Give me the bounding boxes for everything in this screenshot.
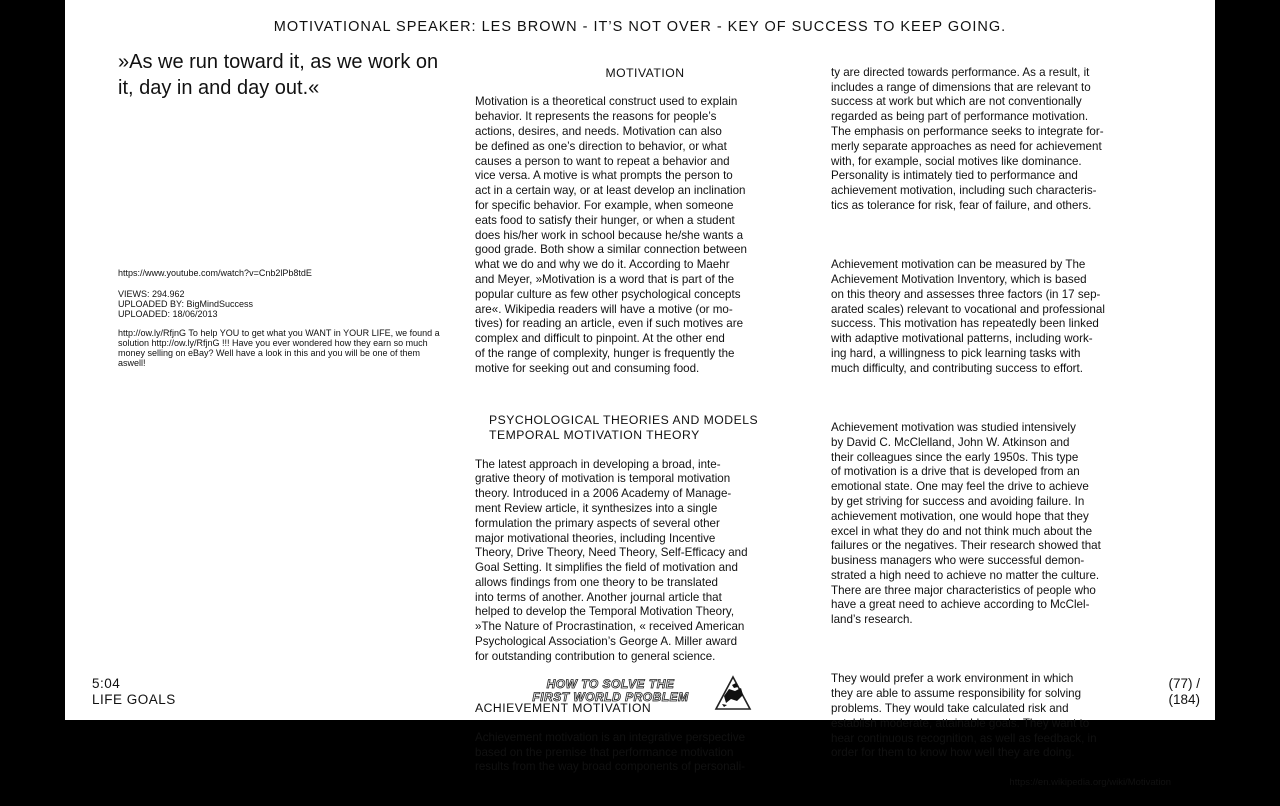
heading-motivation: MOTIVATION xyxy=(605,65,685,80)
pull-quote: »As we run toward it, as we work on it, day in and day out.« xyxy=(118,51,439,99)
paragraph-temporal: The latest approach in developing a broad, inte- grative theory of motivation is temporal motivation theory. Introduced in a 2006 Academy of Manage- ment Review article, it synthesizes into a single formulation the primary aspects of several other major motivational theories, including Incentive Theory, Drive Theory, Need Theory, Self-Efficacy and Goal Setting. It simplifies the field of motivation and allows findings from one theory to be translated into terms of another. Another journal article that helped to develop the Temporal Motivation Theory, »The Nature of Procrastination, « received American Psychological Association’s George A. Miller award for outstanding contribution to general science. xyxy=(475,457,748,663)
uploaded-by: UPLOADED BY: BigMindSuccess xyxy=(118,299,254,309)
text-column-2 xyxy=(831,51,1171,806)
section-label: LIFE GOALS xyxy=(92,691,176,707)
video-stats xyxy=(118,289,253,319)
source-link[interactable]: https://en.wikipedia.org/wiki/Motivation xyxy=(1009,777,1171,789)
upload-date: UPLOADED: 18/06/2013 xyxy=(118,309,218,319)
logo-line-2: FIRST WORLD PROBLEM xyxy=(532,690,689,704)
logo-line-1: HOW TO SOLVE THE xyxy=(546,677,675,691)
paragraph-personality: ty are directed towards performance. As a result, it includes a range of dimensions that are relevant to success at work but which are not conventionally regarded as being part of performance motivation. The emphasis on performance seeks to integrate for- merly separate approaches as need for achievement with, for example, social motives like dominance. Personality is intimately tied to performance and achievement motivation, including such characteris- tics as tolerance for risk, fear of failure, and others. xyxy=(831,65,1104,212)
video-description: http://ow.ly/RfjnG To help YOU to get what you WANT in YOUR LIFE, we found a solution http://ow.ly/RfjnG !!! Have you ever wondered how they earn so much money selling on eBay? Well have a look in this and you will be one of them aswell! xyxy=(118,328,440,368)
page-total: (184) xyxy=(1168,691,1200,707)
logo-text xyxy=(523,678,698,704)
views-count: VIEWS: 294.962 xyxy=(118,289,185,299)
footer-left xyxy=(92,676,176,707)
brand-logo xyxy=(523,676,763,710)
document-page xyxy=(65,0,1215,789)
heading-theories: PSYCHOLOGICAL THEORIES AND MODELS TEMPORAL MOTIVATION THEORY xyxy=(489,413,759,442)
heading-achievement: ACHIEVEMENT MOTIVATION xyxy=(475,701,652,716)
video-url[interactable]: https://www.youtube.com/watch?v=Cnb2lPb8tdE xyxy=(118,268,312,278)
page-title: MOTIVATIONAL SPEAKER: LES BROWN - IT’S NOT OVER - KEY OF SUCCESS TO KEEP GOING. xyxy=(273,19,1007,35)
page-counter xyxy=(1168,676,1200,707)
paragraph-motivation: Motivation is a theoretical construct used to explain behavior. It represents the reasons for people’s actions, desires, and needs. Motivation can also be defined as one’s direction to behavior, or what causes a person to want to repeat a behavior and vice versa. A motive is what prompts the person to act in a certain way, or at least develop an inclination for specific behavior. For example, when someone eats food to satisfy their hunger, or when a student does his/her work in school because he/she wants a good grade. Both show a similar connection between what we do and why we do it. According to Maehr and Meyer, »Motivation is a word that is part of the popular culture as few other psychological concepts are«. Wikipedia readers will have a motive (or mo- tives) for reading an article, even if such motives are complex and difficult to pinpoint. At the other end of the range of complexity, hunger is frequently the motive for seeking out and consuming food. xyxy=(475,95,747,375)
paragraph-characteristics: They would prefer a work environment in which they are able to assume responsibility for solving problems. They would take calculated risk and establish moderate, attainable goals. They want to hear continuous recognition, as well as feedback, in order for them to know how well they are doing. xyxy=(831,672,1097,760)
paragraph-achievement: Achievement motivation is an integrative perspective based on the premise that performance motivation results from the way broad components of personali- xyxy=(475,730,746,774)
page-current: (77) / xyxy=(1168,676,1200,691)
paragraph-mcclelland: Achievement motivation was studied intensively by David C. McClelland, John W. Atkinson and their colleagues since the early 1950s. This type of motivation is a drive that is developed from an emotional state. One may feel the drive to achieve by get striving for success and avoiding failure. In achievement motivation, one would hope that they excel in what they do and not think much about the failures or the negatives. Their research showed that business managers who were successful demon- strated a high need to achieve no matter the culture. There are three major characteristics of people who have a great need to achieve according to McClel- land’s research. xyxy=(831,420,1101,627)
globe-triangle-icon xyxy=(715,676,751,710)
paragraph-measurement: Achievement motivation can be measured by The Achievement Motivation Inventory, which is based on this theory and assesses three factors (in 17 sep- arated scales) relevant to vocational and professional success. This motivation has repeatedly been linked with adaptive motivational patterns, including work- ing hard, a willingness to pick learning tasks with much difficulty, and contributing success to effort. xyxy=(831,258,1105,375)
video-time: 5:04 xyxy=(92,676,121,691)
